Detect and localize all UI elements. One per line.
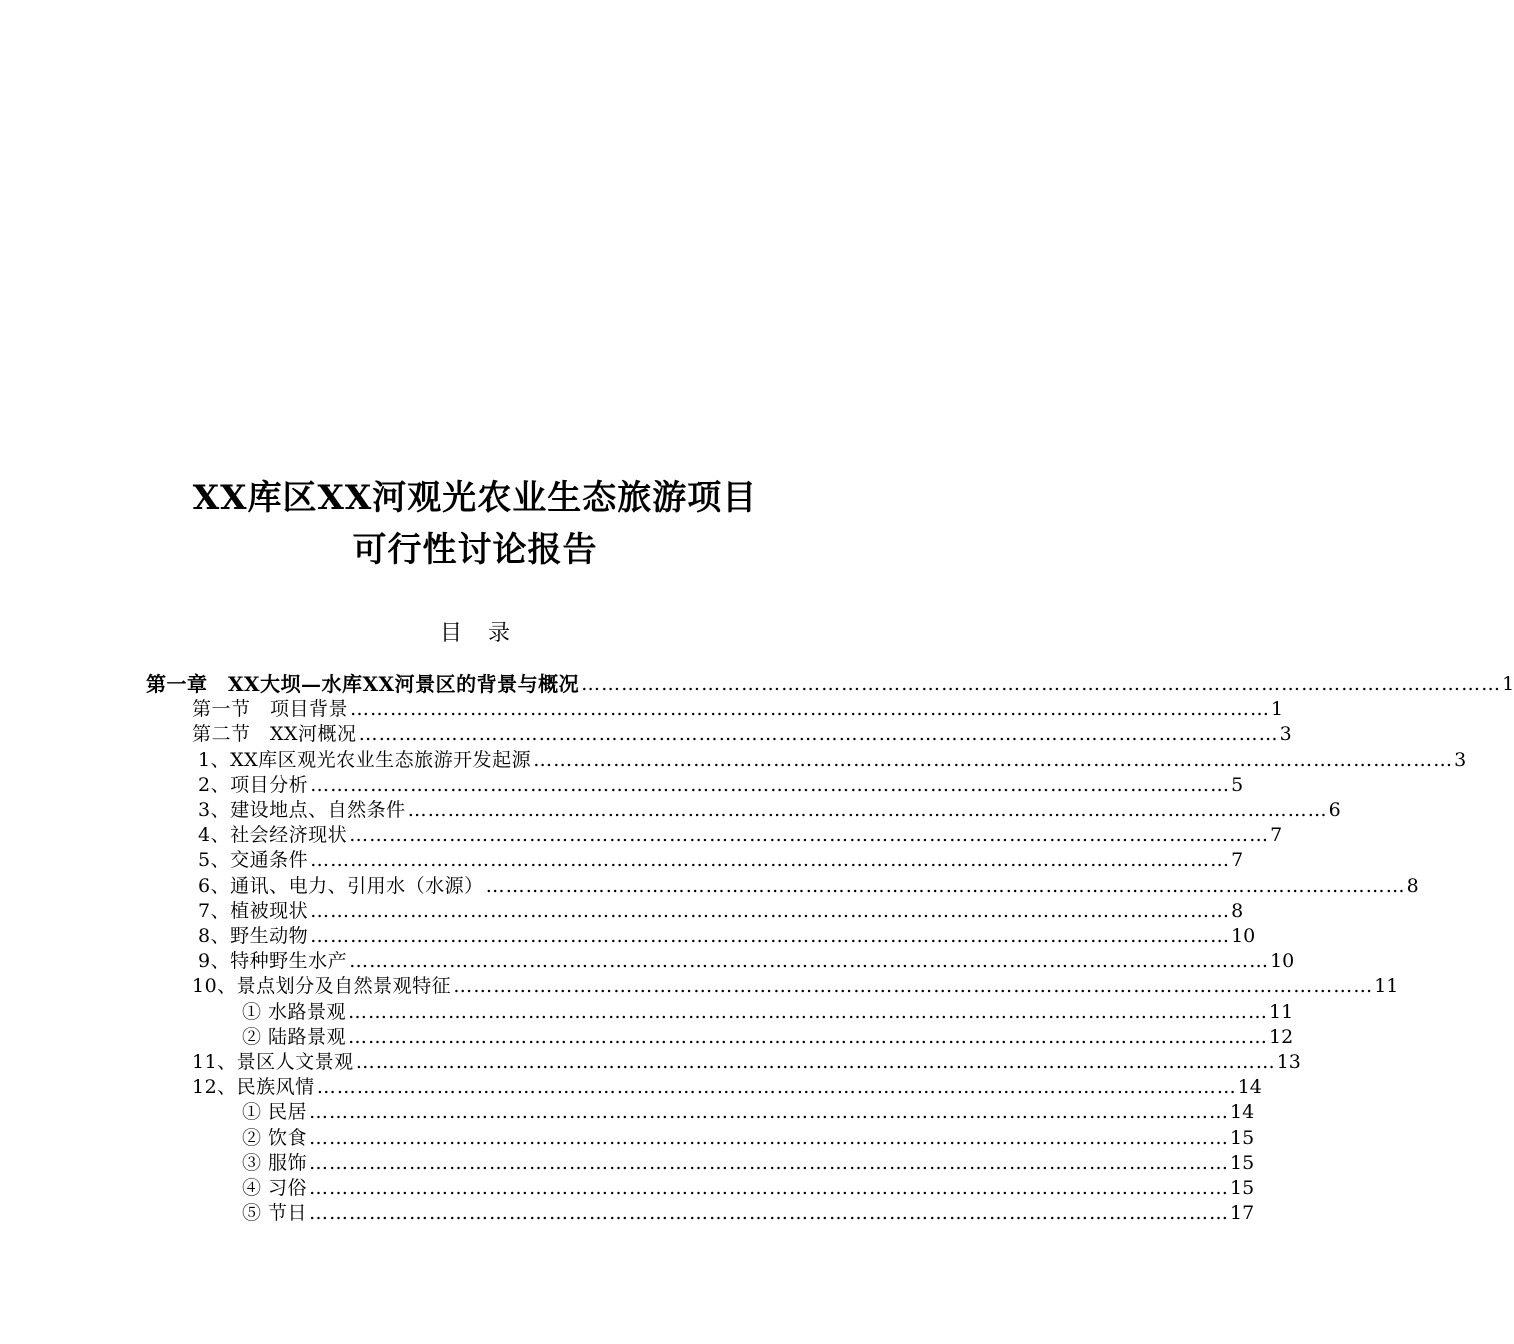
document-title-line-1: XX库区XX河观光农业生态旅游项目 <box>192 478 758 518</box>
toc-entry-page: 1 <box>1502 673 1514 695</box>
toc-entry-label: 7、植被现状 <box>198 899 309 922</box>
toc-entry-label: ⑤ 节日 <box>242 1202 308 1225</box>
toc-entry-page: 17 <box>1230 1202 1255 1225</box>
toc-leader: ………………………………………………………………………………………………………………………… <box>355 1051 1276 1073</box>
toc-entry-label: 4、社会经济现状 <box>198 824 348 847</box>
toc-entry-label: 第一章 XX大坝—水库XX河景区的背景与概况 <box>146 672 580 696</box>
toc-entry-page: 11 <box>1269 1000 1294 1023</box>
toc-entry-item-8[interactable] <box>198 924 1256 949</box>
toc-entry-item-12[interactable] <box>192 1075 1262 1100</box>
toc-entry-item-2[interactable] <box>198 773 1244 798</box>
toc-entry-page: 12 <box>1269 1025 1294 1048</box>
toc-entry-label: ① 民居 <box>242 1101 308 1124</box>
toc-entry-page: 7 <box>1231 849 1244 872</box>
toc-heading: 目录 <box>439 621 536 646</box>
toc-entry-label: 11、景区人文景观 <box>192 1051 354 1073</box>
toc-entry-page: 14 <box>1230 1101 1255 1124</box>
toc-entry-subitem-customs[interactable] <box>242 1176 1255 1201</box>
toc-entry-label: 12、民族风情 <box>192 1076 315 1099</box>
toc-leader: ………………………………………………………………………………………………………………………… <box>350 698 1271 721</box>
toc-entry-subitem-water-route[interactable] <box>242 1000 1294 1025</box>
toc-entry-page: 5 <box>1231 773 1244 796</box>
toc-leader: ………………………………………………………………………………………………………………………… <box>310 899 1231 922</box>
toc-leader: ………………………………………………………………………………………………………………………… <box>310 773 1231 796</box>
document-title-line-2: 可行性讨论报告 <box>352 530 598 570</box>
toc-entry-page: 1 <box>1271 698 1284 721</box>
toc-entry-subitem-food[interactable] <box>242 1126 1255 1151</box>
toc-entry-subitem-land-route[interactable] <box>242 1025 1294 1050</box>
toc-entry-page: 7 <box>1270 824 1283 847</box>
toc-entry-item-11[interactable] <box>192 1050 1301 1075</box>
toc-entry-page: 3 <box>1279 723 1292 746</box>
toc-entry-item-7[interactable] <box>198 899 1244 924</box>
toc-leader: ………………………………………………………………………………………………………………………… <box>309 1177 1230 1199</box>
toc-entry-page: 6 <box>1328 799 1341 821</box>
toc-leader: ………………………………………………………………………………………………………………………… <box>309 1151 1230 1174</box>
toc-leader: ………………………………………………………………………………………………………………………… <box>309 1101 1230 1124</box>
toc-entry-subitem-festivals[interactable] <box>242 1201 1255 1226</box>
toc-entry-page: 13 <box>1276 1051 1301 1073</box>
toc-entry-item-10[interactable] <box>192 974 1399 999</box>
toc-entry-page: 15 <box>1230 1126 1255 1149</box>
toc-entry-page: 10 <box>1270 950 1295 973</box>
toc-leader: ………………………………………………………………………………………………………………………… <box>310 849 1231 872</box>
toc-leader: ………………………………………………………………………………………………………………………… <box>349 824 1270 847</box>
toc-entry-item-6[interactable] <box>198 874 1419 899</box>
toc-entry-label: ② 陆路景观 <box>242 1025 347 1048</box>
toc-leader: ………………………………………………………………………………………………………………………… <box>309 1202 1230 1225</box>
toc-entry-label: 第一节 项目背景 <box>192 698 349 721</box>
toc-entry-label: 第二节 XX河概况 <box>192 723 357 746</box>
toc-entry-page: 11 <box>1374 975 1399 998</box>
toc-leader: ………………………………………………………………………………………………………………………… <box>453 975 1374 998</box>
toc-leader: ………………………………………………………………………………………………………………………… <box>485 874 1406 897</box>
toc-entry-label: 3、建设地点、自然条件 <box>198 799 406 821</box>
toc-entry-page: 3 <box>1454 748 1467 771</box>
toc-entry-label: 9、特种野生水产 <box>198 950 348 973</box>
toc-leader: ………………………………………………………………………………………………………………………… <box>407 799 1328 821</box>
toc-entry-page: 8 <box>1231 899 1244 922</box>
toc-entry-item-9[interactable] <box>198 949 1295 974</box>
toc-entry-section-1[interactable] <box>192 697 1284 722</box>
toc-entry-page: 8 <box>1406 874 1419 897</box>
toc-entry-page: 10 <box>1231 925 1256 947</box>
toc-leader: ………………………………………………………………………………………………………………………… <box>309 1126 1230 1149</box>
toc-entry-label: ③ 服饰 <box>242 1151 308 1174</box>
toc-entry-page: 15 <box>1230 1177 1255 1199</box>
toc-entry-item-1[interactable] <box>198 748 1467 773</box>
toc-leader: ………………………………………………………………………………………………………………………… <box>581 673 1502 695</box>
toc-entry-label: 1、XX库区观光农业生态旅游开发起源 <box>198 748 532 771</box>
toc-entry-subitem-dwelling[interactable] <box>242 1100 1255 1125</box>
toc-entry-page: 14 <box>1237 1076 1262 1099</box>
toc-leader: ………………………………………………………………………………………………………………………… <box>348 1025 1269 1048</box>
toc-entry-item-3[interactable] <box>198 798 1341 823</box>
toc-entry-label: 5、交通条件 <box>198 849 309 872</box>
toc-entry-section-2[interactable] <box>192 722 1292 747</box>
toc-entry-item-5[interactable] <box>198 848 1244 873</box>
toc-leader: ………………………………………………………………………………………………………………………… <box>358 723 1279 746</box>
toc-entry-label: ① 水路景观 <box>242 1000 347 1023</box>
toc-entry-label: ④ 习俗 <box>242 1177 308 1199</box>
toc-entry-item-4[interactable] <box>198 823 1283 848</box>
toc-leader: ………………………………………………………………………………………………………………………… <box>316 1076 1237 1099</box>
toc-entry-page: 15 <box>1230 1151 1255 1174</box>
toc-entry-label: 10、景点划分及自然景观特征 <box>192 975 452 998</box>
toc-entry-label: ② 饮食 <box>242 1126 308 1149</box>
toc-leader: ………………………………………………………………………………………………………………………… <box>348 1000 1269 1023</box>
toc-entry-subitem-clothing[interactable] <box>242 1151 1255 1176</box>
toc-entry-label: 8、野生动物 <box>198 925 309 947</box>
toc-leader: ………………………………………………………………………………………………………………………… <box>310 925 1231 947</box>
toc-entry-label: 2、项目分析 <box>198 773 309 796</box>
toc-leader: ………………………………………………………………………………………………………………………… <box>349 950 1270 973</box>
toc-entry-label: 6、通讯、电力、引用水（水源） <box>198 874 484 897</box>
toc-leader: ………………………………………………………………………………………………………………………… <box>533 748 1454 771</box>
toc-entry-chapter-1[interactable] <box>146 672 1514 697</box>
